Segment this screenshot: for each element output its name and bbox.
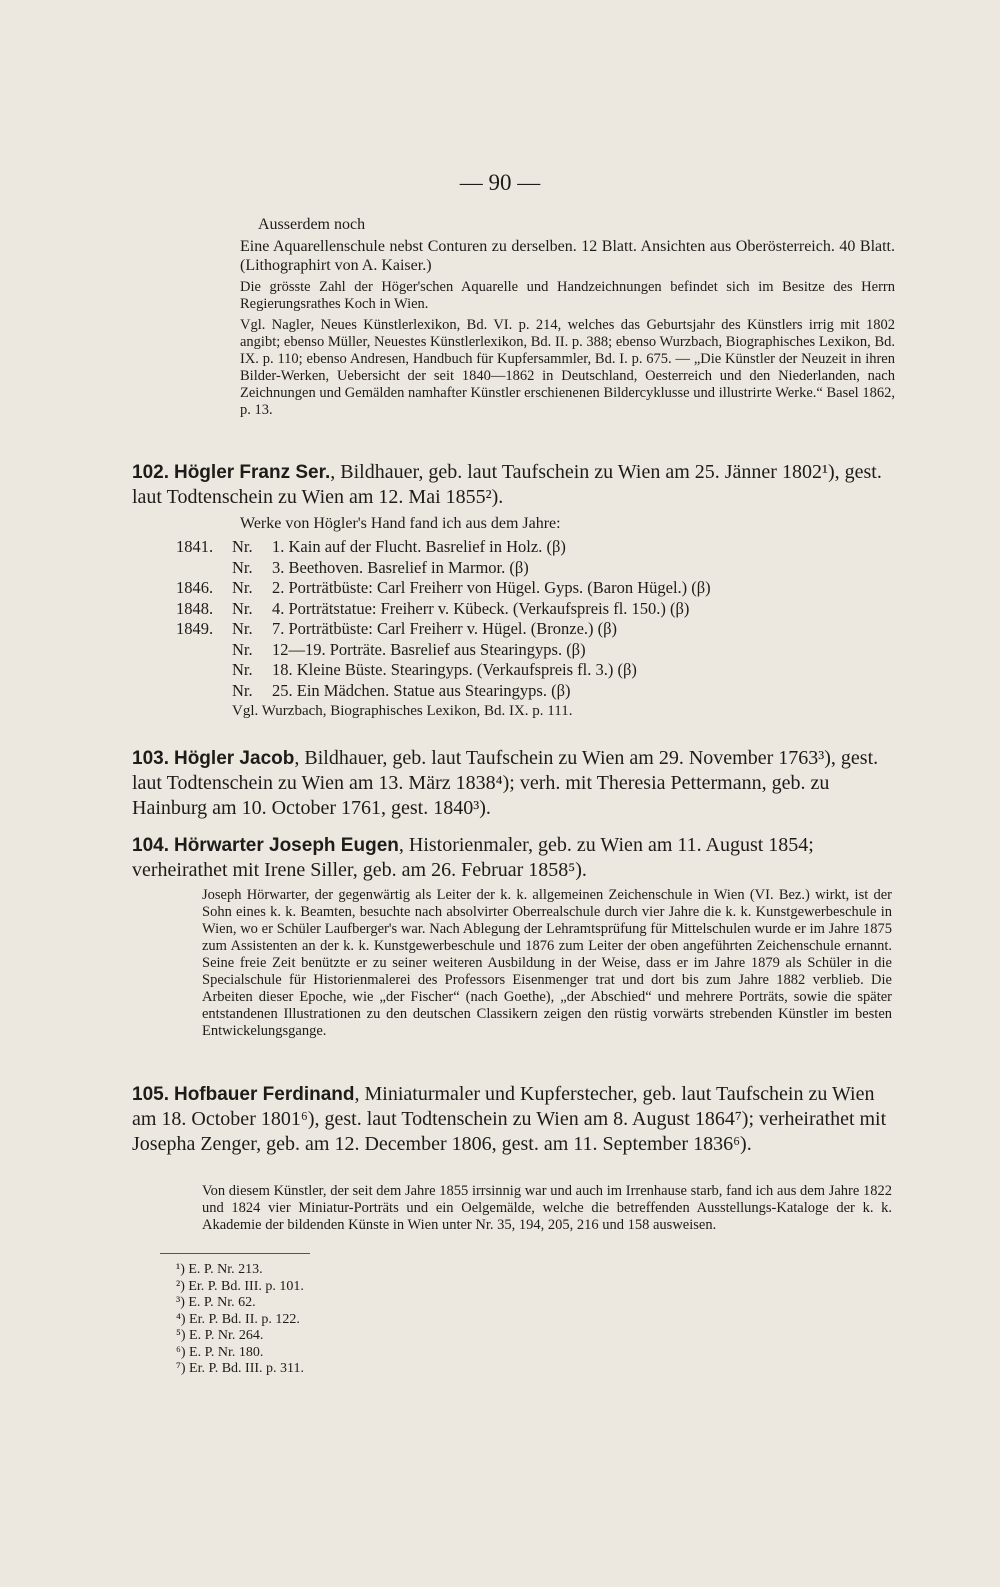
- works-list: [176, 537, 896, 722]
- entry-name: Högler Franz Ser.: [173, 462, 331, 483]
- list-item: 1849. Nr. 7. Porträtbüste: Carl Freiherr v. Hügel. (Bronze.) (β): [176, 619, 618, 638]
- list-item: Nr. 12—19. Porträte. Basrelief aus Stearingyps. (β): [232, 639, 586, 659]
- entry-text: , Historienmaler, geb. zu Wien am 11. August 1854; verheirathet mit Irene Siller, geb. am 26. Februar 1858⁵).: [132, 834, 814, 881]
- footnote: ¹) E. P. Nr. 213.: [176, 1262, 263, 1277]
- intro-note-2: Vgl. Nagler, Neues Künstlerlexikon, Bd. VI. p. 214, welches das Geburtsjahr des Künstlers irrig mit 1802 angibt; ebenso Müller, Neuestes Künstlerlexikon, Bd. II. p. 388; ebenso Wurzbach, Biographisches Lexikon, Bd. IX. p. 110; ebenso Andresen, Handbuch für Kupfersammler, Bd. I. p. 675. — „Die Künstler der Neuzeit in ihren Bilder-Werken, Uebersicht der seit 1840—1862 in Deutschland, Oesterreich und den Niederlanden, nach Zeichnungen und Gemälden namhafter Künstler erschienenen Bildercyklusse und illustrirte Werke.“ Basel 1862, p. 13.: [240, 317, 895, 418]
- works-intro: [240, 514, 895, 533]
- entry-104: [132, 833, 892, 883]
- entry-104-note: Joseph Hörwarter, der gegenwärtig als Leiter der k. k. allgemeinen Zeichenschule in Wien (VI. Bez.) wirkt, ist der Sohn eines k. k. Beamten, besuchte nach absolvirter Oberrealschule durch vier Jahre die k. k. Kunstgewerbeschule in Wien, wo er Schüler Laufberger's war. Nach Ablegung der Lehramtsprüfung für Mittelschulen wurde er im Jahre 1875 zum Assistenten an der k. k. Kunstgewerbeschule und 1876 zum Leiter der oben angeführten Zeichenschule ernannt. Seine freie Zeit benützte er zu seiner weiteren Ausbildung in der Weise, dass er im Jahre 1879 als Schüler in die Specialschule für Historienmalerei des Professors Eisenmenger trat und dort bis zum Jahre 1882 verblieb. Die Arbeiten dieser Epoche, wie „der Fischer“ (nach Goethe), „der Abschied“ und mehrere Porträts, sowie die später entstandenen Illustrationen zu den deutschen Classikern zeigen den rüstig vorwärts strebenden Künstler im besten Entwickelungsgange.: [202, 887, 892, 1039]
- list-item: Nr. 3. Beethoven. Basrelief in Marmor. (β): [232, 557, 529, 577]
- entry-number: 105.: [132, 1084, 169, 1105]
- entry-name: Hofbauer Ferdinand: [173, 1084, 355, 1105]
- entry-name: Hörwarter Joseph Eugen: [173, 835, 399, 856]
- footnote: ⁷) Er. P. Bd. III. p. 311.: [176, 1361, 305, 1376]
- entry-number: 102.: [132, 462, 169, 483]
- entry-102: [132, 460, 892, 510]
- footnote: ⁵) E. P. Nr. 264.: [176, 1328, 264, 1343]
- entry-text: , Miniaturmaler und Kupferstecher, geb. laut Taufschein zu Wien am 18. October 1801⁶), gest. laut Todtenschein zu Wien am 8. August 1864⁷); verheirathet mit Josepha Zenger, geb. am 12. December 1806, gest. am 11. September 1836⁶).: [132, 1083, 887, 1155]
- footnotes: [176, 1262, 476, 1378]
- page-number: — 90 —: [459, 170, 541, 195]
- works-reference: Vgl. Wurzbach, Biographisches Lexikon, Bd. IX. p. 111.: [232, 703, 573, 719]
- entry-number: 104.: [132, 835, 169, 856]
- entry-text: , Bildhauer, geb. laut Taufschein zu Wien am 25. Jänner 1802¹), gest. laut Todtenschein zu Wien am 12. Mai 1855²).: [132, 461, 882, 508]
- intro-section: [240, 215, 895, 419]
- intro-heading: Ausserdem noch: [258, 216, 366, 233]
- entry-number: 103.: [132, 748, 169, 769]
- entry-105-note: Von diesem Künstler, der seit dem Jahre 1855 irrsinnig war und auch im Irrenhause starb, fand ich aus dem Jahre 1822 und 1824 vier Miniatur-Porträts und ein Oelgemälde, welche die betreffenden Ausstellungs-Kataloge der k. k. Akademie der bildenden Künste in Wien unter Nr. 35, 194, 205, 216 und 158 ausweisen.: [202, 1183, 892, 1233]
- works-intro-text: Werke von Högler's Hand fand ich aus dem Jahre:: [240, 515, 561, 532]
- list-item: 1848. Nr. 4. Porträtstatue: Freiherr v. Kübeck. (Verkaufspreis fl. 150.) (β): [176, 598, 690, 618]
- intro-item: Eine Aquarellenschule nebst Conturen zu derselben. 12 Blatt. Ansichten aus Oberösterreich. 40 Blatt. (Lithographirt von A. Kaiser.): [240, 238, 895, 274]
- list-item: Nr. 18. Kleine Büste. Stearingyps. (Verkaufspreis fl. 3.) (β): [232, 660, 637, 679]
- footnote: ²) Er. P. Bd. III. p. 101.: [176, 1278, 304, 1294]
- entry-103: [132, 746, 892, 821]
- list-item: 1841. Nr. 1. Kain auf der Flucht. Basrelief in Holz. (β): [176, 537, 566, 556]
- list-item: 1846. Nr. 2. Porträtbüste: Carl Freiherr von Hügel. Gyps. (Baron Hügel.) (β): [176, 578, 711, 597]
- entry-name: Högler Jacob: [173, 748, 295, 769]
- list-item: Nr. 25. Ein Mädchen. Statue aus Stearingyps. (β): [232, 680, 571, 700]
- footnote-rule: [160, 1253, 310, 1254]
- footnote: ⁴) Er. P. Bd. II. p. 122.: [176, 1311, 300, 1327]
- entry-105: [132, 1082, 892, 1157]
- intro-note-1: Die grösste Zahl der Höger'schen Aquarelle und Handzeichnungen befindet sich im Besitze des Herrn Regierungsrathes Koch in Wien.: [240, 279, 895, 312]
- footnote: ³) E. P. Nr. 62.: [176, 1295, 256, 1310]
- entry-text: , Bildhauer, geb. laut Taufschein zu Wien am 29. November 1763³), gest. laut Todtenschein zu Wien am 13. März 1838⁴); verh. mit Theresia Pettermann, geb. zu Hainburg am 10. October 1761, gest. 1840³).: [132, 747, 879, 819]
- footnote: ⁶) E. P. Nr. 180.: [176, 1344, 264, 1360]
